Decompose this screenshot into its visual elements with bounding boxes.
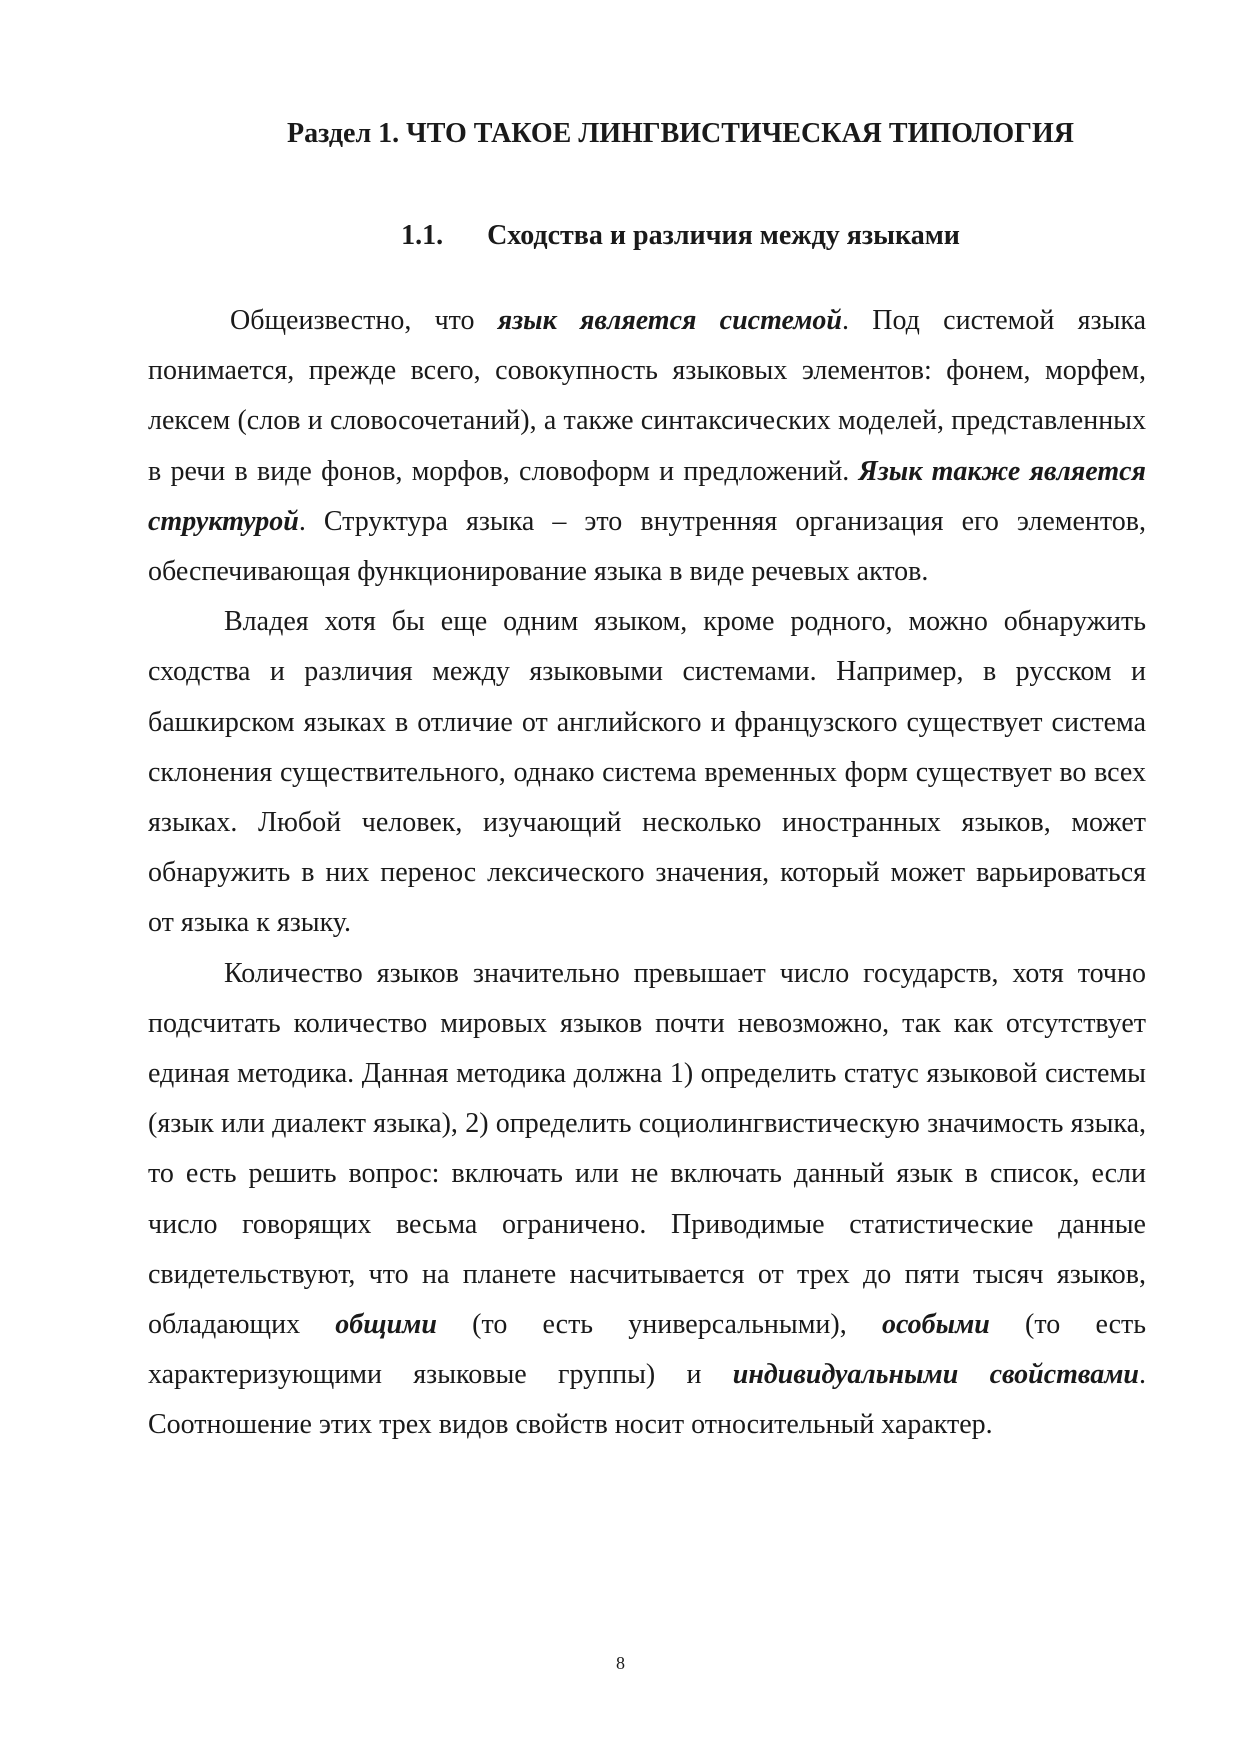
- term-general: общими: [335, 1309, 437, 1341]
- paragraph-2-text-0: Владея хотя бы еще одним языком, кроме родного, можно обнаружить сходства и различия между языковыми системами. Например, в русском и башкирском языках в отличие от английского и французского существует система склонения существительного, однако система временных форм существует во всех языках. Любой человек, изучающий несколько иностранных языков, может обнаружить в них перенос лексического значения, который может варьироваться от языка к языку.: [148, 606, 1146, 939]
- paragraph-2: [148, 597, 1146, 948]
- term-language-system: язык является системой: [497, 305, 843, 336]
- paragraph-3-text-2: (то есть характеризующими языковые группы) и: [148, 1309, 1146, 1391]
- term-language-structure: Язык также является структурой: [148, 455, 1146, 537]
- term-individual-properties: индивидуальными свойствами: [732, 1359, 1139, 1391]
- paragraph-3: [148, 949, 1146, 1451]
- paragraph-1-text-2: . Структура языка – это внутренняя организация его элементов, обеспечивающая функционирование языка в виде речевых актов.: [148, 505, 1146, 588]
- section-title: Раздел 1. ЧТО ТАКОЕ ЛИНГВИСТИЧЕСКАЯ ТИПОЛОГИЯ: [287, 118, 1074, 149]
- subsection-title-text: Сходства и различия между языками: [487, 220, 960, 251]
- subsection-title: [0, 216, 1241, 256]
- paragraph-1-text-0: Общеизвестно, что: [230, 305, 498, 336]
- paragraph-3-text-0: Количество языков значительно превышает число государств, хотя точно подсчитать количество мировых языков почти невозможно, так как отсутствует единая методика. Данная методика должна 1) определить статус языковой системы (язык или диалект языка), 2) определить социолингвистическую значимость языка, то есть решить вопрос: включать или не включать данный язык в список, если число говорящих весьма ограничено. Приводимые статистические данные свидетельствуют, что на планете насчитывается от трех до пяти тысяч языков, обладающих: [148, 957, 1146, 1341]
- paragraph-1: [148, 296, 1146, 597]
- page-number: 8: [616, 1653, 625, 1673]
- subsection-number: 1.1.: [401, 220, 444, 251]
- body-text: [148, 296, 1146, 1451]
- paragraph-3-text-1: (то есть универсальными),: [436, 1309, 882, 1341]
- paragraph-1-text-1: . Под системой языка понимается, прежде всего, совокупность языковых элементов: фонем, морфем, лексем (слов и словосочетаний), а также синтаксических моделей, представленных в речи в виде фонов, морфов, словоформ и предложений.: [148, 305, 1146, 487]
- paragraph-3-text-3: . Соотношение этих трех видов свойств носит относительный характер.: [148, 1359, 1146, 1441]
- term-special: особыми: [881, 1309, 990, 1341]
